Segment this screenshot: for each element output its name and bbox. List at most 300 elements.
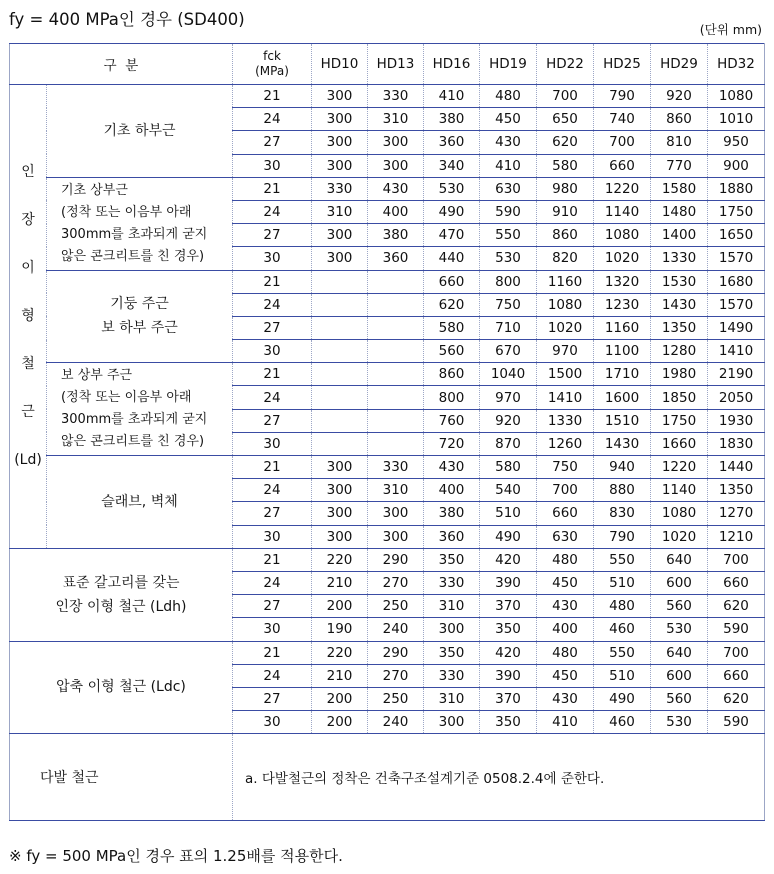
header-fck: fck (MPa) <box>233 44 312 85</box>
value-cell: 400 <box>537 618 594 641</box>
value-cell <box>312 293 368 316</box>
value-cell: 560 <box>651 687 708 710</box>
value-cell: 270 <box>368 664 424 687</box>
value-cell: 380 <box>368 224 424 247</box>
value-cell: 920 <box>651 85 708 108</box>
value-cell: 1830 <box>708 432 765 455</box>
value-cell <box>312 409 368 432</box>
group-label <box>47 85 233 178</box>
value-cell: 410 <box>480 154 537 177</box>
tension-label <box>10 85 47 549</box>
tension-label-char: 장 <box>21 212 35 229</box>
value-cell: 870 <box>480 432 537 455</box>
value-cell <box>368 386 424 409</box>
value-cell: 1600 <box>594 386 651 409</box>
value-cell: 450 <box>480 108 537 131</box>
header-bar: HD19 <box>480 44 537 85</box>
value-cell: 300 <box>312 224 368 247</box>
tension-label-char: 형 <box>21 308 35 325</box>
value-cell: 1880 <box>708 177 765 200</box>
value-cell: 330 <box>424 664 480 687</box>
value-cell: 1480 <box>651 200 708 223</box>
value-cell: 300 <box>312 131 368 154</box>
value-cell: 1100 <box>594 340 651 363</box>
bundle-row <box>10 734 765 821</box>
value-cell: 300 <box>368 502 424 525</box>
value-cell: 300 <box>312 247 368 270</box>
value-cell: 250 <box>368 595 424 618</box>
value-cell: 810 <box>651 131 708 154</box>
value-cell: 1410 <box>537 386 594 409</box>
value-cell: 510 <box>594 571 651 594</box>
value-cell: 1330 <box>651 247 708 270</box>
value-cell: 1430 <box>651 293 708 316</box>
value-cell <box>312 316 368 339</box>
value-cell: 310 <box>424 595 480 618</box>
value-cell: 1500 <box>537 363 594 386</box>
fck-cell: 30 <box>233 340 312 363</box>
value-cell: 410 <box>424 85 480 108</box>
value-cell: 420 <box>480 548 537 571</box>
value-cell: 620 <box>424 293 480 316</box>
value-cell: 580 <box>480 456 537 479</box>
fck-cell: 21 <box>233 456 312 479</box>
value-cell: 1020 <box>651 525 708 548</box>
fck-cell: 30 <box>233 711 312 734</box>
value-cell: 660 <box>708 664 765 687</box>
value-cell: 700 <box>708 548 765 571</box>
value-cell: 1280 <box>651 340 708 363</box>
value-cell: 790 <box>594 85 651 108</box>
value-cell: 1490 <box>708 316 765 339</box>
value-cell: 1350 <box>651 316 708 339</box>
value-cell <box>368 363 424 386</box>
value-cell: 250 <box>368 687 424 710</box>
value-cell: 620 <box>708 595 765 618</box>
value-cell: 300 <box>312 108 368 131</box>
value-cell: 1320 <box>594 270 651 293</box>
group-label-line: 않은 콘크리트를 친 경우) <box>61 434 205 450</box>
value-cell: 300 <box>312 456 368 479</box>
group-label-line: (정착 또는 이음부 아래 <box>61 390 192 406</box>
group-label <box>10 548 233 641</box>
value-cell: 490 <box>424 200 480 223</box>
fck-cell: 24 <box>233 664 312 687</box>
table-row <box>10 363 765 386</box>
value-cell: 580 <box>537 154 594 177</box>
value-cell: 2190 <box>708 363 765 386</box>
value-cell: 1440 <box>708 456 765 479</box>
value-cell: 660 <box>537 502 594 525</box>
value-cell: 300 <box>312 154 368 177</box>
page-title: fy = 400 MPa인 경우 (SD400) <box>9 10 245 29</box>
value-cell: 1570 <box>708 293 765 316</box>
fck-cell: 24 <box>233 200 312 223</box>
value-cell: 630 <box>537 525 594 548</box>
value-cell: 430 <box>537 687 594 710</box>
value-cell: 310 <box>368 108 424 131</box>
value-cell <box>312 386 368 409</box>
value-cell: 1710 <box>594 363 651 386</box>
fck-cell: 27 <box>233 316 312 339</box>
fck-cell: 30 <box>233 247 312 270</box>
value-cell: 350 <box>424 548 480 571</box>
value-cell: 450 <box>537 571 594 594</box>
value-cell: 400 <box>424 479 480 502</box>
value-cell: 1260 <box>537 432 594 455</box>
value-cell: 1350 <box>708 479 765 502</box>
value-cell: 590 <box>708 618 765 641</box>
value-cell: 1020 <box>537 316 594 339</box>
table-row <box>10 641 765 664</box>
value-cell: 480 <box>594 595 651 618</box>
value-cell: 530 <box>424 177 480 200</box>
value-cell: 880 <box>594 479 651 502</box>
value-cell: 660 <box>708 571 765 594</box>
table-row <box>10 270 765 293</box>
fck-cell: 24 <box>233 571 312 594</box>
group-label-line: 기둥 주근 <box>110 296 169 313</box>
group-label-line: 300mm를 초과되게 굳지 <box>61 412 208 428</box>
group-label-line: 기초 하부근 <box>103 122 176 139</box>
value-cell: 200 <box>312 687 368 710</box>
value-cell: 620 <box>537 131 594 154</box>
value-cell: 760 <box>424 409 480 432</box>
group-label-line: 표준 갈고리를 갖는 <box>62 574 180 591</box>
value-cell: 1400 <box>651 224 708 247</box>
value-cell: 1220 <box>651 456 708 479</box>
fck-cell: 24 <box>233 293 312 316</box>
value-cell: 390 <box>480 664 537 687</box>
value-cell: 200 <box>312 595 368 618</box>
value-cell: 560 <box>424 340 480 363</box>
group-label-line: 300mm를 초과되게 굳지 <box>61 226 208 242</box>
value-cell: 480 <box>537 641 594 664</box>
group-label-line: 보 하부 주근 <box>101 320 178 337</box>
value-cell: 480 <box>537 548 594 571</box>
value-cell: 410 <box>537 711 594 734</box>
value-cell: 670 <box>480 340 537 363</box>
value-cell: 300 <box>424 711 480 734</box>
value-cell: 900 <box>708 154 765 177</box>
value-cell: 820 <box>537 247 594 270</box>
value-cell: 1530 <box>651 270 708 293</box>
value-cell: 270 <box>368 571 424 594</box>
value-cell: 310 <box>424 687 480 710</box>
value-cell: 1660 <box>651 432 708 455</box>
value-cell: 470 <box>424 224 480 247</box>
value-cell: 460 <box>594 618 651 641</box>
value-cell: 210 <box>312 664 368 687</box>
value-cell: 1410 <box>708 340 765 363</box>
value-cell: 490 <box>594 687 651 710</box>
value-cell: 800 <box>424 386 480 409</box>
value-cell: 1750 <box>651 409 708 432</box>
value-cell: 430 <box>368 177 424 200</box>
value-cell: 310 <box>312 200 368 223</box>
value-cell: 490 <box>480 525 537 548</box>
value-cell: 400 <box>368 200 424 223</box>
value-cell: 330 <box>424 571 480 594</box>
value-cell: 390 <box>480 571 537 594</box>
value-cell <box>368 270 424 293</box>
group-label-line: 보 상부 주근 <box>61 368 133 384</box>
value-cell <box>368 432 424 455</box>
value-cell: 910 <box>537 200 594 223</box>
value-cell <box>368 340 424 363</box>
value-cell: 950 <box>708 131 765 154</box>
value-cell: 740 <box>594 108 651 131</box>
value-cell: 600 <box>651 571 708 594</box>
value-cell: 920 <box>480 409 537 432</box>
value-cell <box>312 340 368 363</box>
table-row <box>10 456 765 479</box>
value-cell: 1140 <box>594 200 651 223</box>
value-cell: 830 <box>594 502 651 525</box>
value-cell: 350 <box>480 711 537 734</box>
group-label <box>10 641 233 734</box>
value-cell: 200 <box>312 711 368 734</box>
value-cell: 550 <box>594 548 651 571</box>
value-cell: 1140 <box>651 479 708 502</box>
tension-label-char: 이 <box>21 260 35 277</box>
fck-cell: 24 <box>233 386 312 409</box>
value-cell: 550 <box>480 224 537 247</box>
fck-cell: 30 <box>233 432 312 455</box>
value-cell: 590 <box>708 711 765 734</box>
value-cell: 370 <box>480 687 537 710</box>
value-cell: 350 <box>480 618 537 641</box>
value-cell: 1160 <box>594 316 651 339</box>
value-cell: 970 <box>480 386 537 409</box>
value-cell: 1930 <box>708 409 765 432</box>
group-label-line: 압축 이형 철근 (Ldc) <box>56 679 186 696</box>
table-row <box>10 177 765 200</box>
value-cell: 550 <box>594 641 651 664</box>
tension-label-char: (Ld) <box>14 452 42 469</box>
value-cell: 1010 <box>708 108 765 131</box>
value-cell: 1680 <box>708 270 765 293</box>
value-cell: 450 <box>537 664 594 687</box>
tension-label-char: 철 <box>21 356 35 373</box>
fck-cell: 24 <box>233 108 312 131</box>
value-cell: 1330 <box>537 409 594 432</box>
fck-cell: 30 <box>233 525 312 548</box>
value-cell: 1850 <box>651 386 708 409</box>
header-bar: HD32 <box>708 44 765 85</box>
fck-cell: 27 <box>233 131 312 154</box>
fck-cell: 30 <box>233 154 312 177</box>
fck-cell: 27 <box>233 502 312 525</box>
value-cell: 510 <box>594 664 651 687</box>
value-cell: 700 <box>537 85 594 108</box>
fck-cell: 21 <box>233 85 312 108</box>
value-cell: 650 <box>537 108 594 131</box>
value-cell: 300 <box>312 525 368 548</box>
value-cell: 430 <box>480 131 537 154</box>
value-cell: 800 <box>480 270 537 293</box>
header-bar: HD10 <box>312 44 368 85</box>
value-cell: 860 <box>424 363 480 386</box>
value-cell: 540 <box>480 479 537 502</box>
fck-cell: 27 <box>233 409 312 432</box>
value-cell: 300 <box>312 85 368 108</box>
value-cell: 590 <box>480 200 537 223</box>
header-row <box>10 44 765 85</box>
value-cell: 640 <box>651 641 708 664</box>
value-cell: 220 <box>312 641 368 664</box>
value-cell: 290 <box>368 548 424 571</box>
value-cell <box>368 293 424 316</box>
value-cell: 350 <box>424 641 480 664</box>
bundle-text: a. 다발철근의 정착은 건축구조설계기준 0508.2.4에 준한다. <box>233 734 765 821</box>
value-cell: 290 <box>368 641 424 664</box>
value-cell: 1650 <box>708 224 765 247</box>
value-cell: 1510 <box>594 409 651 432</box>
value-cell: 710 <box>480 316 537 339</box>
header-bar: HD13 <box>368 44 424 85</box>
value-cell: 300 <box>424 618 480 641</box>
header-bar: HD29 <box>651 44 708 85</box>
value-cell <box>368 316 424 339</box>
value-cell: 240 <box>368 618 424 641</box>
value-cell: 310 <box>368 479 424 502</box>
value-cell <box>312 270 368 293</box>
value-cell: 940 <box>594 456 651 479</box>
group-label <box>47 177 233 270</box>
value-cell: 370 <box>480 595 537 618</box>
value-cell: 970 <box>537 340 594 363</box>
value-cell: 1750 <box>708 200 765 223</box>
group-label <box>47 456 233 549</box>
value-cell: 330 <box>368 85 424 108</box>
value-cell: 1430 <box>594 432 651 455</box>
value-cell: 980 <box>537 177 594 200</box>
value-cell: 430 <box>424 456 480 479</box>
value-cell: 1080 <box>537 293 594 316</box>
value-cell: 330 <box>368 456 424 479</box>
value-cell: 300 <box>368 525 424 548</box>
value-cell: 1270 <box>708 502 765 525</box>
value-cell: 700 <box>594 131 651 154</box>
value-cell: 360 <box>424 525 480 548</box>
value-cell: 750 <box>537 456 594 479</box>
group-label-line: 슬래브, 벽체 <box>101 493 178 510</box>
header-bar: HD22 <box>537 44 594 85</box>
value-cell: 1210 <box>708 525 765 548</box>
value-cell: 530 <box>480 247 537 270</box>
header-category: 구 분 <box>10 44 233 85</box>
value-cell: 1220 <box>594 177 651 200</box>
value-cell: 700 <box>537 479 594 502</box>
fck-cell: 30 <box>233 618 312 641</box>
value-cell: 380 <box>424 502 480 525</box>
value-cell: 580 <box>424 316 480 339</box>
value-cell: 860 <box>651 108 708 131</box>
value-cell: 1040 <box>480 363 537 386</box>
value-cell: 600 <box>651 664 708 687</box>
value-cell: 190 <box>312 618 368 641</box>
value-cell: 1580 <box>651 177 708 200</box>
group-label <box>47 363 233 456</box>
table-row <box>10 548 765 571</box>
value-cell <box>312 432 368 455</box>
value-cell: 620 <box>708 687 765 710</box>
group-label-line: 기초 상부근 <box>61 182 128 198</box>
value-cell: 660 <box>594 154 651 177</box>
group-label-line: (정착 또는 이음부 아래 <box>61 204 192 220</box>
value-cell <box>368 409 424 432</box>
footnote: ※ fy = 500 MPa인 경우 표의 1.25배를 적용한다. <box>9 847 343 865</box>
value-cell: 1080 <box>594 224 651 247</box>
value-cell: 210 <box>312 571 368 594</box>
value-cell: 630 <box>480 177 537 200</box>
tension-label-char: 인 <box>21 164 35 181</box>
unit-label: (단위 mm) <box>699 22 762 37</box>
value-cell: 790 <box>594 525 651 548</box>
value-cell: 510 <box>480 502 537 525</box>
fck-cell: 21 <box>233 270 312 293</box>
value-cell: 1080 <box>708 85 765 108</box>
value-cell: 300 <box>312 479 368 502</box>
value-cell: 360 <box>368 247 424 270</box>
value-cell: 420 <box>480 641 537 664</box>
value-cell: 1080 <box>651 502 708 525</box>
value-cell: 640 <box>651 548 708 571</box>
value-cell: 1230 <box>594 293 651 316</box>
fck-cell: 27 <box>233 687 312 710</box>
fck-cell: 27 <box>233 224 312 247</box>
fck-cell: 21 <box>233 641 312 664</box>
group-label-line: 인장 이형 철근 (Ldh) <box>55 598 187 615</box>
value-cell: 720 <box>424 432 480 455</box>
value-cell: 300 <box>312 502 368 525</box>
value-cell: 860 <box>537 224 594 247</box>
header-bar: HD25 <box>594 44 651 85</box>
value-cell <box>312 363 368 386</box>
value-cell: 360 <box>424 131 480 154</box>
fck-cell: 21 <box>233 363 312 386</box>
value-cell: 2050 <box>708 386 765 409</box>
fck-cell: 27 <box>233 595 312 618</box>
fck-cell: 24 <box>233 479 312 502</box>
group-label-line: 않은 콘크리트를 친 경우) <box>61 248 205 264</box>
value-cell: 700 <box>708 641 765 664</box>
value-cell: 530 <box>651 618 708 641</box>
development-length-table <box>9 43 765 821</box>
bundle-label: 다발 철근 <box>10 734 233 821</box>
value-cell: 460 <box>594 711 651 734</box>
table-row <box>10 85 765 108</box>
value-cell: 330 <box>312 177 368 200</box>
value-cell: 440 <box>424 247 480 270</box>
value-cell: 530 <box>651 711 708 734</box>
tension-label-char: 근 <box>21 404 35 421</box>
value-cell: 480 <box>480 85 537 108</box>
value-cell: 240 <box>368 711 424 734</box>
value-cell: 380 <box>424 108 480 131</box>
value-cell: 430 <box>537 595 594 618</box>
value-cell: 1160 <box>537 270 594 293</box>
value-cell: 1980 <box>651 363 708 386</box>
value-cell: 750 <box>480 293 537 316</box>
value-cell: 220 <box>312 548 368 571</box>
value-cell: 1020 <box>594 247 651 270</box>
value-cell: 770 <box>651 154 708 177</box>
value-cell: 340 <box>424 154 480 177</box>
fck-cell: 21 <box>233 177 312 200</box>
header-bar: HD16 <box>424 44 480 85</box>
